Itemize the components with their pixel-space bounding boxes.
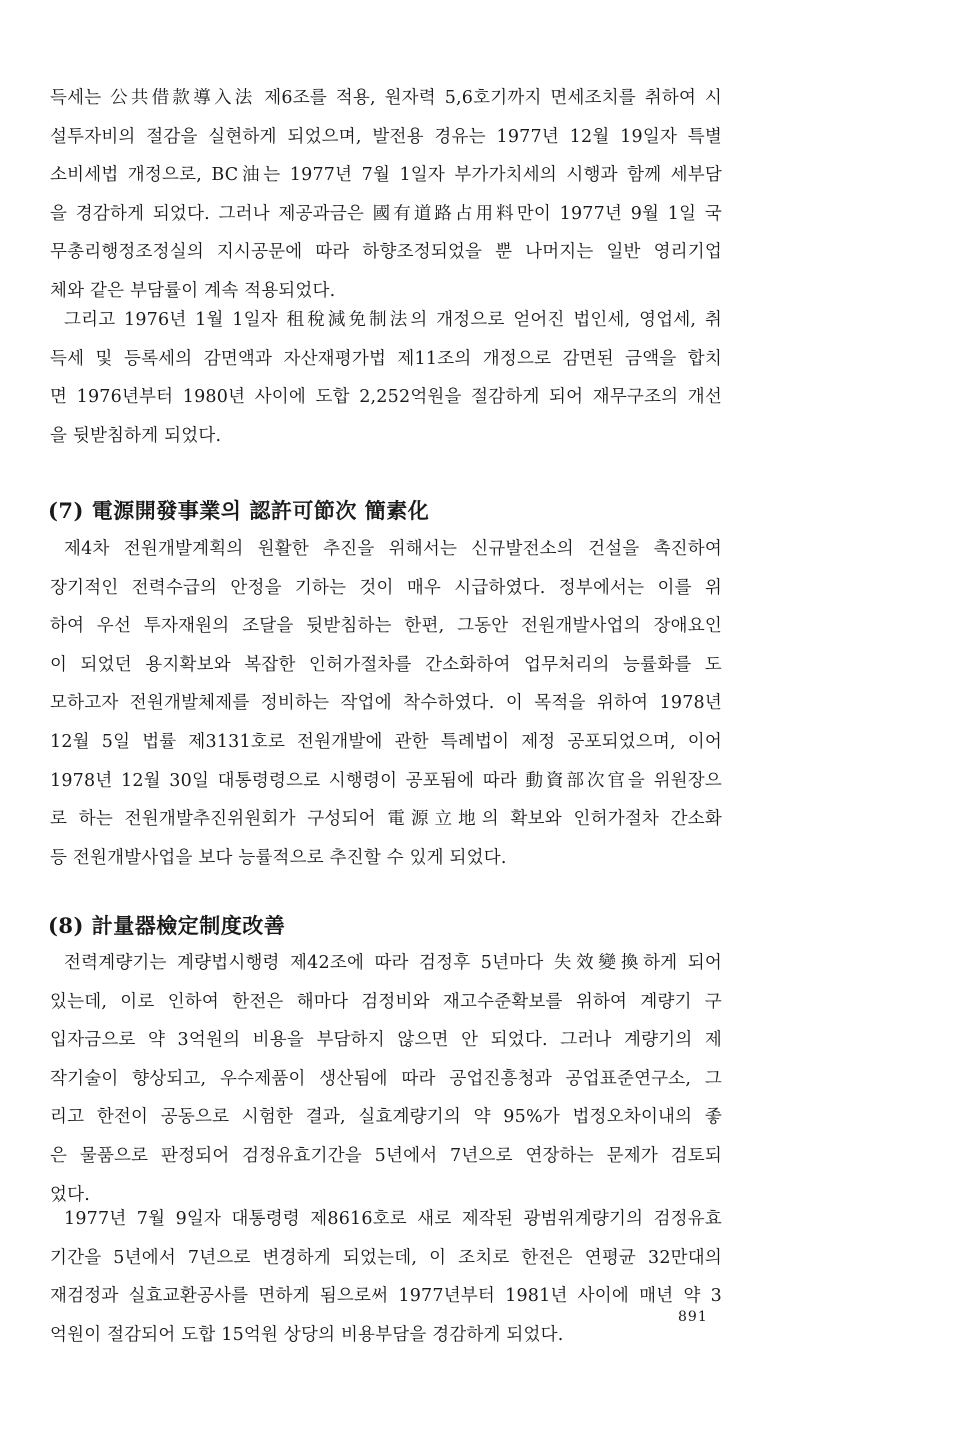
text-line: 전력계량기는 계량법시행령 제42조에 따라 검정후 5년마다 失效變換하게 되어 (64, 953, 722, 973)
text-line: 득세 및 등록세의 감면액과 자산재평가법 제11조의 개정으로 감면된 금액을 합치 (50, 348, 722, 369)
text-line: 설투자비의 절감을 실현하게 되었으며, 발전용 경유는 1977년 12월 19일자 특별 (50, 126, 722, 147)
text-line: 체와 같은 부담률이 계속 적용되었다. (50, 280, 336, 301)
section-7-body (50, 530, 722, 877)
text-line: 면 1976년부터 1980년 사이에 도합 2,252억원을 절감하게 되어 재무구조의 개선 (50, 387, 722, 408)
text-line: 이 되었던 용지확보와 복잡한 인허가절차를 간소화하여 업무처리의 능률화를 도 (50, 654, 722, 675)
text-line: 재검정과 실효교환공사를 면하게 됨으로써 1977년부터 1981년 사이에 매년 약 3 (50, 1286, 722, 1307)
text-line: 작기술이 향상되고, 우수제품이 생산됨에 따라 공업진흥청과 공업표준연구소, 그 (50, 1068, 722, 1089)
text-line: 그리고 1976년 1월 1일자 租稅減免制法의 개정으로 얻어진 법인세, 영업세, 취 (64, 310, 722, 330)
text-line: 억원이 절감되어 도합 15억원 상당의 비용부담을 경감하게 되었다. (50, 1324, 564, 1345)
paragraph-tax-reduction (50, 301, 722, 455)
text-line: 입자금으로 약 3억원의 비용을 부담하지 않으면 안 되었다. 그러나 계량기의 제 (50, 1030, 722, 1051)
paragraph-tax-relief (50, 79, 722, 311)
text-line: 있는데, 이로 인하여 한전은 해마다 검정비와 재고수준확보를 위하여 계량기 구 (50, 991, 722, 1012)
text-line: 장기적인 전력수급의 안정을 기하는 것이 매우 시급하였다. 정부에서는 이를 위 (50, 577, 722, 598)
text-line: 1978년 12월 30일 대통령령으로 시행령이 공포됨에 따라 動資部次官을 위원장으 (50, 770, 722, 791)
text-line: 을 경감하게 되었다. 그러나 제공과금은 國有道路占用料만이 1977년 9월 1일 국 (50, 203, 722, 224)
text-line: 하여 우선 투자재원의 조달을 뒷받침하는 한편, 그동안 전원개발사업의 장애요인 (50, 616, 722, 637)
text-line: 로 하는 전원개발추진위원회가 구성되어 電源立地의 확보와 인허가절차 간소화 (50, 809, 722, 830)
text-line: 득세는 公共借款導入法 제6조를 적용, 원자력 5,6호기까지 면세조치를 취하여 시 (50, 88, 722, 108)
page-number: 891 (678, 1309, 708, 1325)
text-line: 모하고자 전원개발체제를 정비하는 작업에 착수하였다. 이 목적을 위하여 1978년 (50, 693, 722, 714)
text-line: 었다. (50, 1184, 90, 1205)
text-line: 무총리행정조정실의 지시공문에 따라 하향조정되었을 뿐 나머지는 일반 영리기업 (50, 242, 722, 263)
text-line: 을 뒷받침하게 되었다. (50, 425, 222, 446)
section-heading-7: (7) 電源開發事業의 認許可節次 簡素化 (48, 498, 430, 523)
section-8-paragraph-2 (50, 1200, 722, 1354)
text-line: 기간을 5년에서 7년으로 변경하게 되었는데, 이 조치로 한전은 연평균 32만대의 (50, 1247, 722, 1268)
text-line: 12월 5일 법률 제3131호로 전원개발에 관한 특례법이 제정 공포되었으며, 이어 (50, 731, 722, 752)
section-8-paragraph-1 (50, 944, 722, 1214)
text-line: 은 물품으로 판정되어 검정유효기간을 5년에서 7년으로 연장하는 문제가 검토되 (50, 1145, 722, 1166)
text-line: 소비세법 개정으로, BC油는 1977년 7월 1일자 부가가치세의 시행과 함께 세부담 (50, 165, 722, 186)
text-line: 제4차 전원개발계획의 원활한 추진을 위해서는 신규발전소의 건설을 촉진하여 (64, 539, 722, 559)
text-line: 1977년 7월 9일자 대통령령 제8616호로 새로 제작된 광범위계량기의 검정유효 (64, 1209, 722, 1229)
text-line: 등 전원개발사업을 보다 능률적으로 추진할 수 있게 되었다. (50, 847, 507, 868)
section-heading-8: (8) 計量器檢定制度改善 (48, 913, 286, 938)
text-line: 리고 한전이 공동으로 시험한 결과, 실효계량기의 약 95%가 법정오차이내의 좋 (50, 1107, 722, 1128)
